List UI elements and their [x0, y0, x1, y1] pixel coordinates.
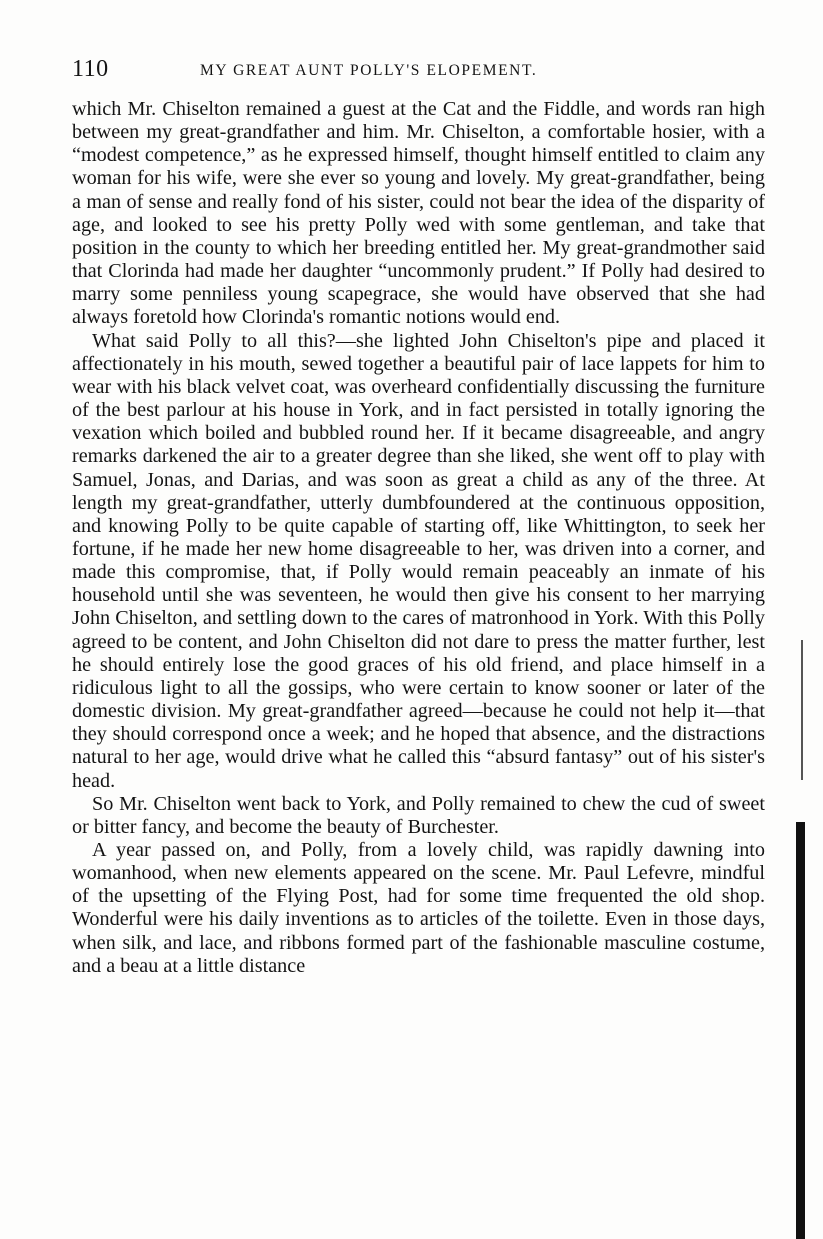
- scan-edge-line-thin: [801, 640, 803, 780]
- body-text: [72, 98, 765, 978]
- paragraph-year-passed: A year passed on, and Polly, from a lovely child, was rapidly dawning into womanhood, when new elements appeared on the scene. Mr. Paul Lefevre, mindful of the upsetting of the Flying Post, had for some time frequented the old shop. Wonderful were his daily inventions as to articles of the toilette. Even in those days, when silk, and lace, and ribbons formed part of the fashionable masculine costume, and a beau at a little distance: [72, 839, 765, 977]
- page-number: 110: [72, 56, 109, 82]
- page-header: [72, 56, 772, 86]
- paragraph-continued: which Mr. Chiselton remained a guest at the Cat and the Fiddle, and words ran high between my great-grandfather and him. Mr. Chiselton, a comfortable hosier, with a “modest competence,” as he expressed himself, thought himself entitled to claim any woman for his wife, were she ever so young and lovely. My great-grandfather, being a man of sense and really fond of his sister, could not bear the idea of the disparity of age, and looked to see his pretty Polly wed with some gentleman, and take that position in the county to which her breeding entitled her. My great-grandmother said that Clorinda had made her daughter “uncommonly prudent.” If Polly had desired to marry some penniless young scapegrace, she would have observed that she had always foretold how Clorinda's romantic notions would end.: [72, 98, 765, 329]
- scan-edge-line: [796, 822, 805, 1239]
- running-title: MY GREAT AUNT POLLY'S ELOPEMENT.: [200, 62, 538, 79]
- paragraph-polly-response: What said Polly to all this?—she lighted John Chiselton's pipe and placed it affectionately in his mouth, sewed together a beautiful pair of lace lappets for him to wear with his black velvet coat, was overheard confidentially discussing the furniture of the best parlour at his house in York, and in fact persisted in totally ignoring the vexation which boiled and bubbled round her. If it became disagreeable, and angry remarks darkened the air to a greater degree than she liked, she went off to play with Samuel, Jonas, and Darias, and was soon as great a child as any of the three. At length my great-grandfather, utterly dumbfoundered at the continuous opposition, and knowing Polly to be quite capable of starting off, like Whittington, to seek her fortune, if he made her new home disagreeable to her, was driven into a corner, and made this compromise, that, if Polly would remain peaceably an inmate of his household until she was seventeen, he would then give his consent to her marrying John Chiselton, and settling down to the cares of matronhood in York. With this Polly agreed to be content, and John Chiselton did not dare to press the matter further, lest he should entirely lose the good graces of his old friend, and place himself in a ridiculous light to all the gossips, who were certain to know sooner or later of the domestic division. My great-grandfather agreed—because he could not help it—that they should correspond once a week; and he hoped that absence, and the distractions natural to her age, would drive what he called this “absurd fantasy” out of his sister's head.: [72, 329, 765, 792]
- paragraph-chiselton-departs: So Mr. Chiselton went back to York, and Polly remained to chew the cud of sweet or bitter fancy, and become the beauty of Burchester.: [72, 792, 765, 838]
